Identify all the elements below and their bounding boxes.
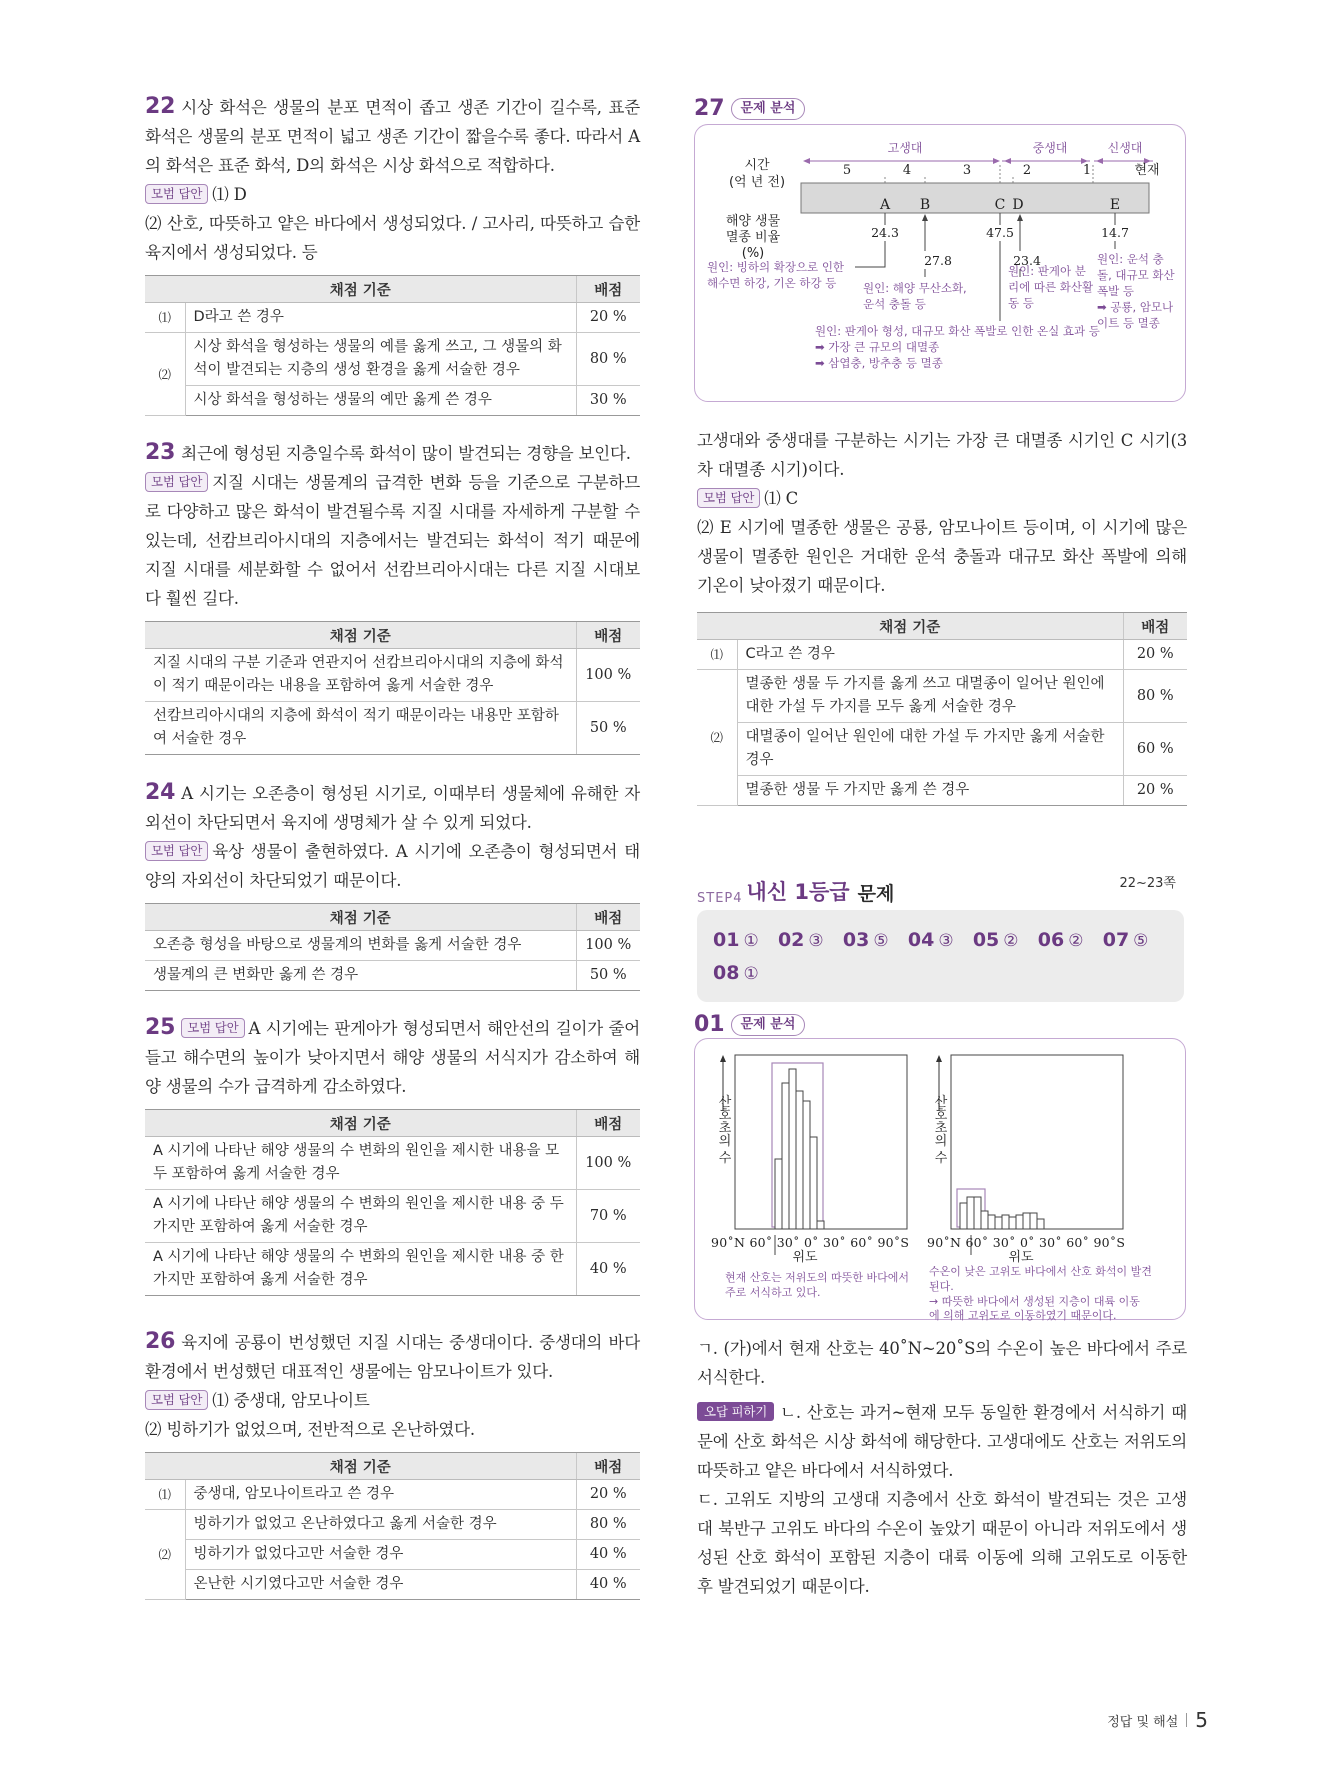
connector-line xyxy=(855,241,885,267)
left-plot-frame xyxy=(735,1055,907,1229)
model-answer-badge: 모범 답안 xyxy=(697,488,760,508)
cause-e: 폭발 등 xyxy=(1097,284,1134,298)
answer-item: 01 ① xyxy=(713,929,759,951)
coral-distribution-diagram xyxy=(694,1038,1186,1320)
right-x-label: 위도 xyxy=(1008,1250,1034,1265)
point-label: E xyxy=(1109,197,1121,213)
point-label: B xyxy=(919,197,931,213)
tick-label: 5 xyxy=(842,163,852,178)
p01-statement-2: 오답 피하기 ㄴ. 산호는 과거~현재 모두 동일한 환경에서 서식하기 때문에 산호 화석은 시상 화석에 해당한다. 고생대에도 산호는 저위도의 따뜻하고 얕은 바다에서 서식하였다. xyxy=(697,1403,1187,1480)
q26-grading-table xyxy=(145,1452,640,1600)
right-bars xyxy=(960,1197,1044,1229)
bar xyxy=(974,1197,981,1229)
answer-item: 05 ② xyxy=(972,929,1019,951)
q22-explanation: 22 시상 화석은 생물의 분포 면적이 좁고 생존 기간이 길수록, 표준 화석은 생물의 분포 면적이 넓고 생존 기간이 짧을수록 좋다. 따라서 A의 화석은 표준 화석, D의 화석은 시상 화석으로 적합하다. xyxy=(145,94,640,175)
right-note: 에 의해 고위도로 이동하였기 때문이다. xyxy=(929,1309,1117,1321)
page-footer xyxy=(1107,1708,1208,1732)
header-score: 배점 xyxy=(576,1453,640,1480)
model-answer-badge: 모범 답안 xyxy=(145,184,208,204)
step4-title: STEP4 내신 1등급 문제 xyxy=(697,880,895,906)
q24-answer: 모범 답안 육상 생물이 출현하였다. A 시기에 오존층이 형성되면서 태양의 자외선이 차단되었기 때문이다. xyxy=(145,842,640,890)
bar xyxy=(1009,1217,1016,1229)
model-answer-badge: 모범 답안 xyxy=(145,1390,208,1410)
bar xyxy=(960,1203,967,1229)
question-27-header xyxy=(694,96,805,121)
cause-a: 원인: 빙하의 확장으로 인한 xyxy=(707,260,845,274)
left-x-label: 위도 xyxy=(792,1250,818,1265)
problem-01-header xyxy=(694,1012,805,1037)
question-number: 27 xyxy=(694,96,725,121)
q22-answer-2: ⑵ 산호, 따뜻하고 얕은 바다에서 생성되었다. / 고사리, 따뜻하고 습한 육지에서 생성되었다. 등 xyxy=(145,214,640,262)
question-number: 24 xyxy=(145,780,176,805)
question-number: 26 xyxy=(145,1329,176,1354)
cause-c: ➡ 가장 큰 규모의 대멸종 xyxy=(815,340,940,354)
q25-answer: 25 모범 답안 A 시기에는 판게아가 형성되면서 해안선의 길이가 줄어들고 해수면의 높이가 낮아지면서 해양 생물의 서식지가 감소하여 해양 생물의 수가 급격하게 감소하였다. xyxy=(145,1015,640,1096)
table-row: 온난한 시기였다고만 서술한 경우 40 % xyxy=(145,1570,640,1600)
rate-value: 47.5 xyxy=(986,225,1014,240)
era-cenozoic: 신생대 xyxy=(1107,141,1143,155)
model-answer-badge: 모범 답안 xyxy=(145,841,208,861)
arrow-up-icon xyxy=(922,214,928,221)
page-number: 5 xyxy=(1195,1708,1208,1732)
q26-explanation: 26 육지에 공룡이 번성했던 지질 시대는 중생대이다. 중생대의 바다 환경에서 번성했던 대표적인 생물에는 암모나이트가 있다. xyxy=(145,1329,640,1381)
footer-divider xyxy=(1186,1713,1187,1727)
table-row: 생물계의 큰 변화만 옳게 쓴 경우 50 % xyxy=(145,961,640,991)
model-answer-badge: 모범 답안 xyxy=(181,1018,244,1038)
analysis-pill: 문제 분석 xyxy=(731,1014,806,1036)
cause-c: ➡ 삼엽충, 방추충 등 멸종 xyxy=(815,356,943,370)
table-row: ⑴ C라고 쓴 경우 20 % xyxy=(697,640,1187,670)
bar xyxy=(981,1211,988,1229)
bar xyxy=(810,1137,817,1229)
arrow-up-icon xyxy=(936,1055,942,1062)
arrow-left-icon xyxy=(1096,158,1103,164)
cause-e: 원인: 운석 충 xyxy=(1097,252,1164,266)
arrow-left-icon xyxy=(803,158,810,164)
answer-key xyxy=(697,910,1184,1002)
problem-01-body xyxy=(697,1334,1187,1601)
table-row: ⑴ D라고 쓴 경우 20 % xyxy=(145,303,640,333)
rate-value: 27.8 xyxy=(924,253,952,268)
bar xyxy=(803,1101,810,1229)
header-criteria: 채점 기준 xyxy=(145,1453,576,1480)
left-note: 주로 서식하고 있다. xyxy=(725,1286,821,1299)
q27-grading-table xyxy=(697,612,1187,806)
table-row: 대멸종이 일어난 원인에 대한 가설 두 가지만 옳게 서술한 경우 60 % xyxy=(697,723,1187,776)
header-score: 배점 xyxy=(576,276,640,303)
header-score: 배점 xyxy=(576,1110,640,1137)
arrow-left-icon xyxy=(1004,158,1011,164)
header-score: 배점 xyxy=(576,622,640,649)
cause-c: 원인: 판게아 형성, 대규모 화산 폭발로 인한 온실 효과 등 xyxy=(815,324,1100,338)
table-row: 빙하기가 없었다고만 서술한 경우 40 % xyxy=(145,1540,640,1570)
tick-label: 3 xyxy=(962,163,972,178)
right-note: 수온이 낮은 고위도 바다에서 산호 화석이 발견 xyxy=(929,1265,1152,1278)
left-note: 현재 산호는 저위도의 따뜻한 바다에서 xyxy=(725,1271,910,1284)
left-bars xyxy=(775,1069,824,1229)
rate-label: 해양 생물 xyxy=(725,214,781,229)
table-row: A 시기에 나타난 해양 생물의 수 변화의 원인을 제시한 내용 중 한 가지만 포함하여 옳게 서술한 경우 40 % xyxy=(145,1243,640,1296)
question-23 xyxy=(145,438,640,755)
header-score: 배점 xyxy=(1123,613,1187,640)
q27-answer-2: ⑵ E 시기에 멸종한 생물은 공룡, 암모나이트 등이며, 이 시기에 많은 생물이 멸종한 원인은 거대한 운석 충돌과 대규모 화산 폭발에 의해 기온이 낮아졌기 때문이다. xyxy=(697,518,1187,595)
table-row: ⑵ 빙하기가 없었고 온난하였다고 옳게 서술한 경우 80 % xyxy=(145,1510,640,1540)
header-criteria: 채점 기준 xyxy=(697,613,1123,640)
rate-unit: (%) xyxy=(741,246,765,261)
wrong-answer-badge: 오답 피하기 xyxy=(697,1402,774,1421)
table-row: A 시기에 나타난 해양 생물의 수 변화의 원인을 제시한 내용을 모두 포함하여 옳게 서술한 경우 100 % xyxy=(145,1137,640,1190)
q23-grading-table xyxy=(145,621,640,755)
cause-d: 원인: 판게아 분 xyxy=(1008,264,1086,278)
era-paleozoic: 고생대 xyxy=(887,141,923,155)
point-label: A xyxy=(879,197,891,213)
arrow-up-icon xyxy=(720,1055,726,1062)
rate-value: 14.7 xyxy=(1101,225,1129,240)
q24-explanation: 24 A 시기는 오존층이 형성된 시기로, 이때부터 생물체에 유해한 자외선이 차단되면서 육지에 생명체가 살 수 있게 되었다. xyxy=(145,780,640,832)
model-answer-badge: 모범 답안 xyxy=(145,472,208,492)
header-criteria: 채점 기준 xyxy=(145,904,576,931)
question-24 xyxy=(145,778,640,991)
cause-d: 리에 따른 화산활 xyxy=(1008,280,1094,294)
tick-label: 1 xyxy=(1082,163,1092,178)
right-note: → 따뜻한 바다에서 생성된 지층이 대륙 이동 xyxy=(929,1295,1140,1308)
bar xyxy=(988,1215,995,1229)
answer-item: 02 ③ xyxy=(777,929,824,951)
bar xyxy=(775,1159,782,1229)
cause-e: 이트 등 멸종 xyxy=(1097,316,1160,330)
cause-d: 동 등 xyxy=(1008,296,1034,310)
question-number: 22 xyxy=(145,94,176,119)
answer-item: 08 ① xyxy=(713,962,759,984)
left-x-ticks: 90˚N 60˚ 30˚ 0˚ 30˚ 60˚ 90˚S xyxy=(711,1235,909,1250)
left-y-label: 산호초의 수 xyxy=(715,1094,731,1164)
coral-charts-svg xyxy=(695,1039,1187,1321)
bar xyxy=(782,1083,789,1229)
bar xyxy=(796,1091,803,1229)
cause-e: ➡ 공룡, 암모나 xyxy=(1097,300,1174,314)
table-row: 선캄브리아시대의 지층에 화석이 적기 때문이라는 내용만 포함하여 서술한 경우 50 % xyxy=(145,702,640,755)
right-note: 된다. xyxy=(929,1280,954,1293)
point-label: C xyxy=(994,197,1006,213)
bar xyxy=(789,1069,796,1229)
answer-item: 06 ② xyxy=(1037,929,1084,951)
answer-item: 07 ⑤ xyxy=(1102,929,1149,951)
question-25 xyxy=(145,1013,640,1296)
problem-number: 01 xyxy=(694,1012,725,1037)
mass-extinction-diagram xyxy=(694,124,1186,402)
cause-b: 원인: 해양 무산소화, xyxy=(863,281,967,295)
extinction-timeline-svg xyxy=(695,125,1187,403)
point-label: D xyxy=(1012,197,1024,213)
bar xyxy=(817,1221,824,1229)
era-mesozoic: 중생대 xyxy=(1032,141,1068,155)
answer-item: 04 ③ xyxy=(907,929,954,951)
question-22 xyxy=(145,92,640,416)
tick-label: 2 xyxy=(1022,163,1032,178)
timeline-bar xyxy=(801,183,1149,213)
step4-section xyxy=(697,872,1184,1002)
time-label: 시간 xyxy=(744,158,770,173)
time-unit-label: (억 년 전) xyxy=(728,175,786,190)
q27-explanation: 고생대와 중생대를 구분하는 시기는 가장 큰 대멸종 시기인 C 시기(3차 대멸종 시기)이다. xyxy=(697,431,1187,479)
question-number: 25 xyxy=(145,1015,176,1040)
tick-label: 현재 xyxy=(1134,163,1160,178)
arrow-right-icon xyxy=(993,158,1000,164)
page-range: 22~23쪽 xyxy=(1119,876,1176,891)
q22-answer-1: 모범 답안 ⑴ D xyxy=(145,180,640,209)
header-criteria: 채점 기준 xyxy=(145,622,576,649)
analysis-pill: 문제 분석 xyxy=(731,98,806,120)
q22-grading-table xyxy=(145,275,640,416)
rate-value: 23.4 xyxy=(1013,253,1041,268)
q23-explanation: 23 최근에 형성된 지층일수록 화석이 많이 발견되는 경향을 보인다. xyxy=(145,440,631,465)
question-26 xyxy=(145,1327,640,1600)
table-row: ⑵ 멸종한 생물 두 가지를 옳게 쓰고 대멸종이 일어난 원인에 대한 가설 두 가지를 모두 옳게 서술한 경우 80 % xyxy=(697,670,1187,723)
header-criteria: 채점 기준 xyxy=(145,1110,576,1137)
q24-grading-table xyxy=(145,903,640,991)
bar xyxy=(1023,1213,1030,1229)
answer-item: 03 ⑤ xyxy=(842,929,889,951)
right-y-label: 산호초의 수 xyxy=(931,1094,947,1164)
bar xyxy=(1002,1215,1009,1229)
rate-label: 멸종 비율 xyxy=(725,230,781,245)
footer-label: 정답 및 해설 xyxy=(1107,1714,1179,1730)
bar xyxy=(995,1217,1002,1229)
table-row: 오존층 형성을 바탕으로 생물계의 변화를 옳게 서술한 경우 100 % xyxy=(145,931,640,961)
table-row: ⑵ 시상 화석을 형성하는 생물의 예를 옳게 쓰고, 그 생물의 화석이 발견되는 지층의 생성 환경을 옳게 서술한 경우 80 % xyxy=(145,333,640,386)
header-score: 배점 xyxy=(576,904,640,931)
q23-answer: 모범 답안 지질 시대는 생물계의 급격한 변화 등을 기준으로 구분하므로 다양하고 많은 화석이 발견될수록 지질 시대를 자세하게 구분할 수 있는데, 선캄브리아시대의 지층에서는 발견되는 화석이 적기 때문에 지질 시대를 세분화할 수 없어서 선캄브리아시대는 다른 지질 시대보다 훨씬 길다. xyxy=(145,473,640,608)
cause-e: 돌, 대규모 화산 xyxy=(1097,268,1175,282)
q26-answer-2: ⑵ 빙하기가 없었으며, 전반적으로 온난하였다. xyxy=(145,1420,475,1439)
question-27-body xyxy=(697,426,1187,806)
q25-grading-table xyxy=(145,1109,640,1296)
q26-answer-1: 모범 답안 ⑴ 중생대, 암모나이트 xyxy=(145,1386,640,1415)
bar xyxy=(1037,1219,1044,1229)
table-row: 지질 시대의 구분 기준과 연관지어 선캄브리아시대의 지층에 화석이 적기 때문이라는 내용을 포함하여 옳게 서술한 경우 100 % xyxy=(145,649,640,702)
bar xyxy=(967,1197,974,1229)
right-x-ticks: 90˚N 60˚ 30˚ 0˚ 30˚ 60˚ 90˚S xyxy=(927,1235,1125,1250)
tick-label: 4 xyxy=(902,163,912,178)
arrow-up-icon xyxy=(1017,214,1023,221)
table-row: A 시기에 나타난 해양 생물의 수 변화의 원인을 제시한 내용 중 두 가지만 포함하여 옳게 서술한 경우 70 % xyxy=(145,1190,640,1243)
cause-a: 해수면 하강, 기온 하강 등 xyxy=(707,276,837,290)
bar xyxy=(1016,1215,1023,1229)
bar xyxy=(1030,1213,1037,1229)
rate-value: 24.3 xyxy=(871,225,899,240)
p01-statement-3: ㄷ. 고위도 지방의 고생대 지층에서 산호 화석이 발견되는 것은 고생대 북반구 고위도 바다의 수온이 높았기 때문이 아니라 저위도에서 생성된 산호 화석이 포함된 지층이 대륙 이동에 의해 고위도로 이동한 후 발견되었기 때문이다. xyxy=(697,1490,1187,1596)
table-row: 멸종한 생물 두 가지만 옳게 쓴 경우 20 % xyxy=(697,776,1187,806)
table-row: 시상 화석을 형성하는 생물의 예만 옳게 쓴 경우 30 % xyxy=(145,386,640,416)
p01-statement-1: ㄱ. (가)에서 현재 산호는 40˚N~20˚S의 수온이 높은 바다에서 주로 서식한다. xyxy=(697,1339,1187,1387)
cause-b: 운석 충돌 등 xyxy=(863,297,926,311)
table-row: ⑴ 중생대, 암모나이트라고 쓴 경우 20 % xyxy=(145,1480,640,1510)
question-number: 23 xyxy=(145,440,176,465)
q27-answer-1: 모범 답안 ⑴ C xyxy=(697,484,1187,513)
header-criteria: 채점 기준 xyxy=(145,276,576,303)
